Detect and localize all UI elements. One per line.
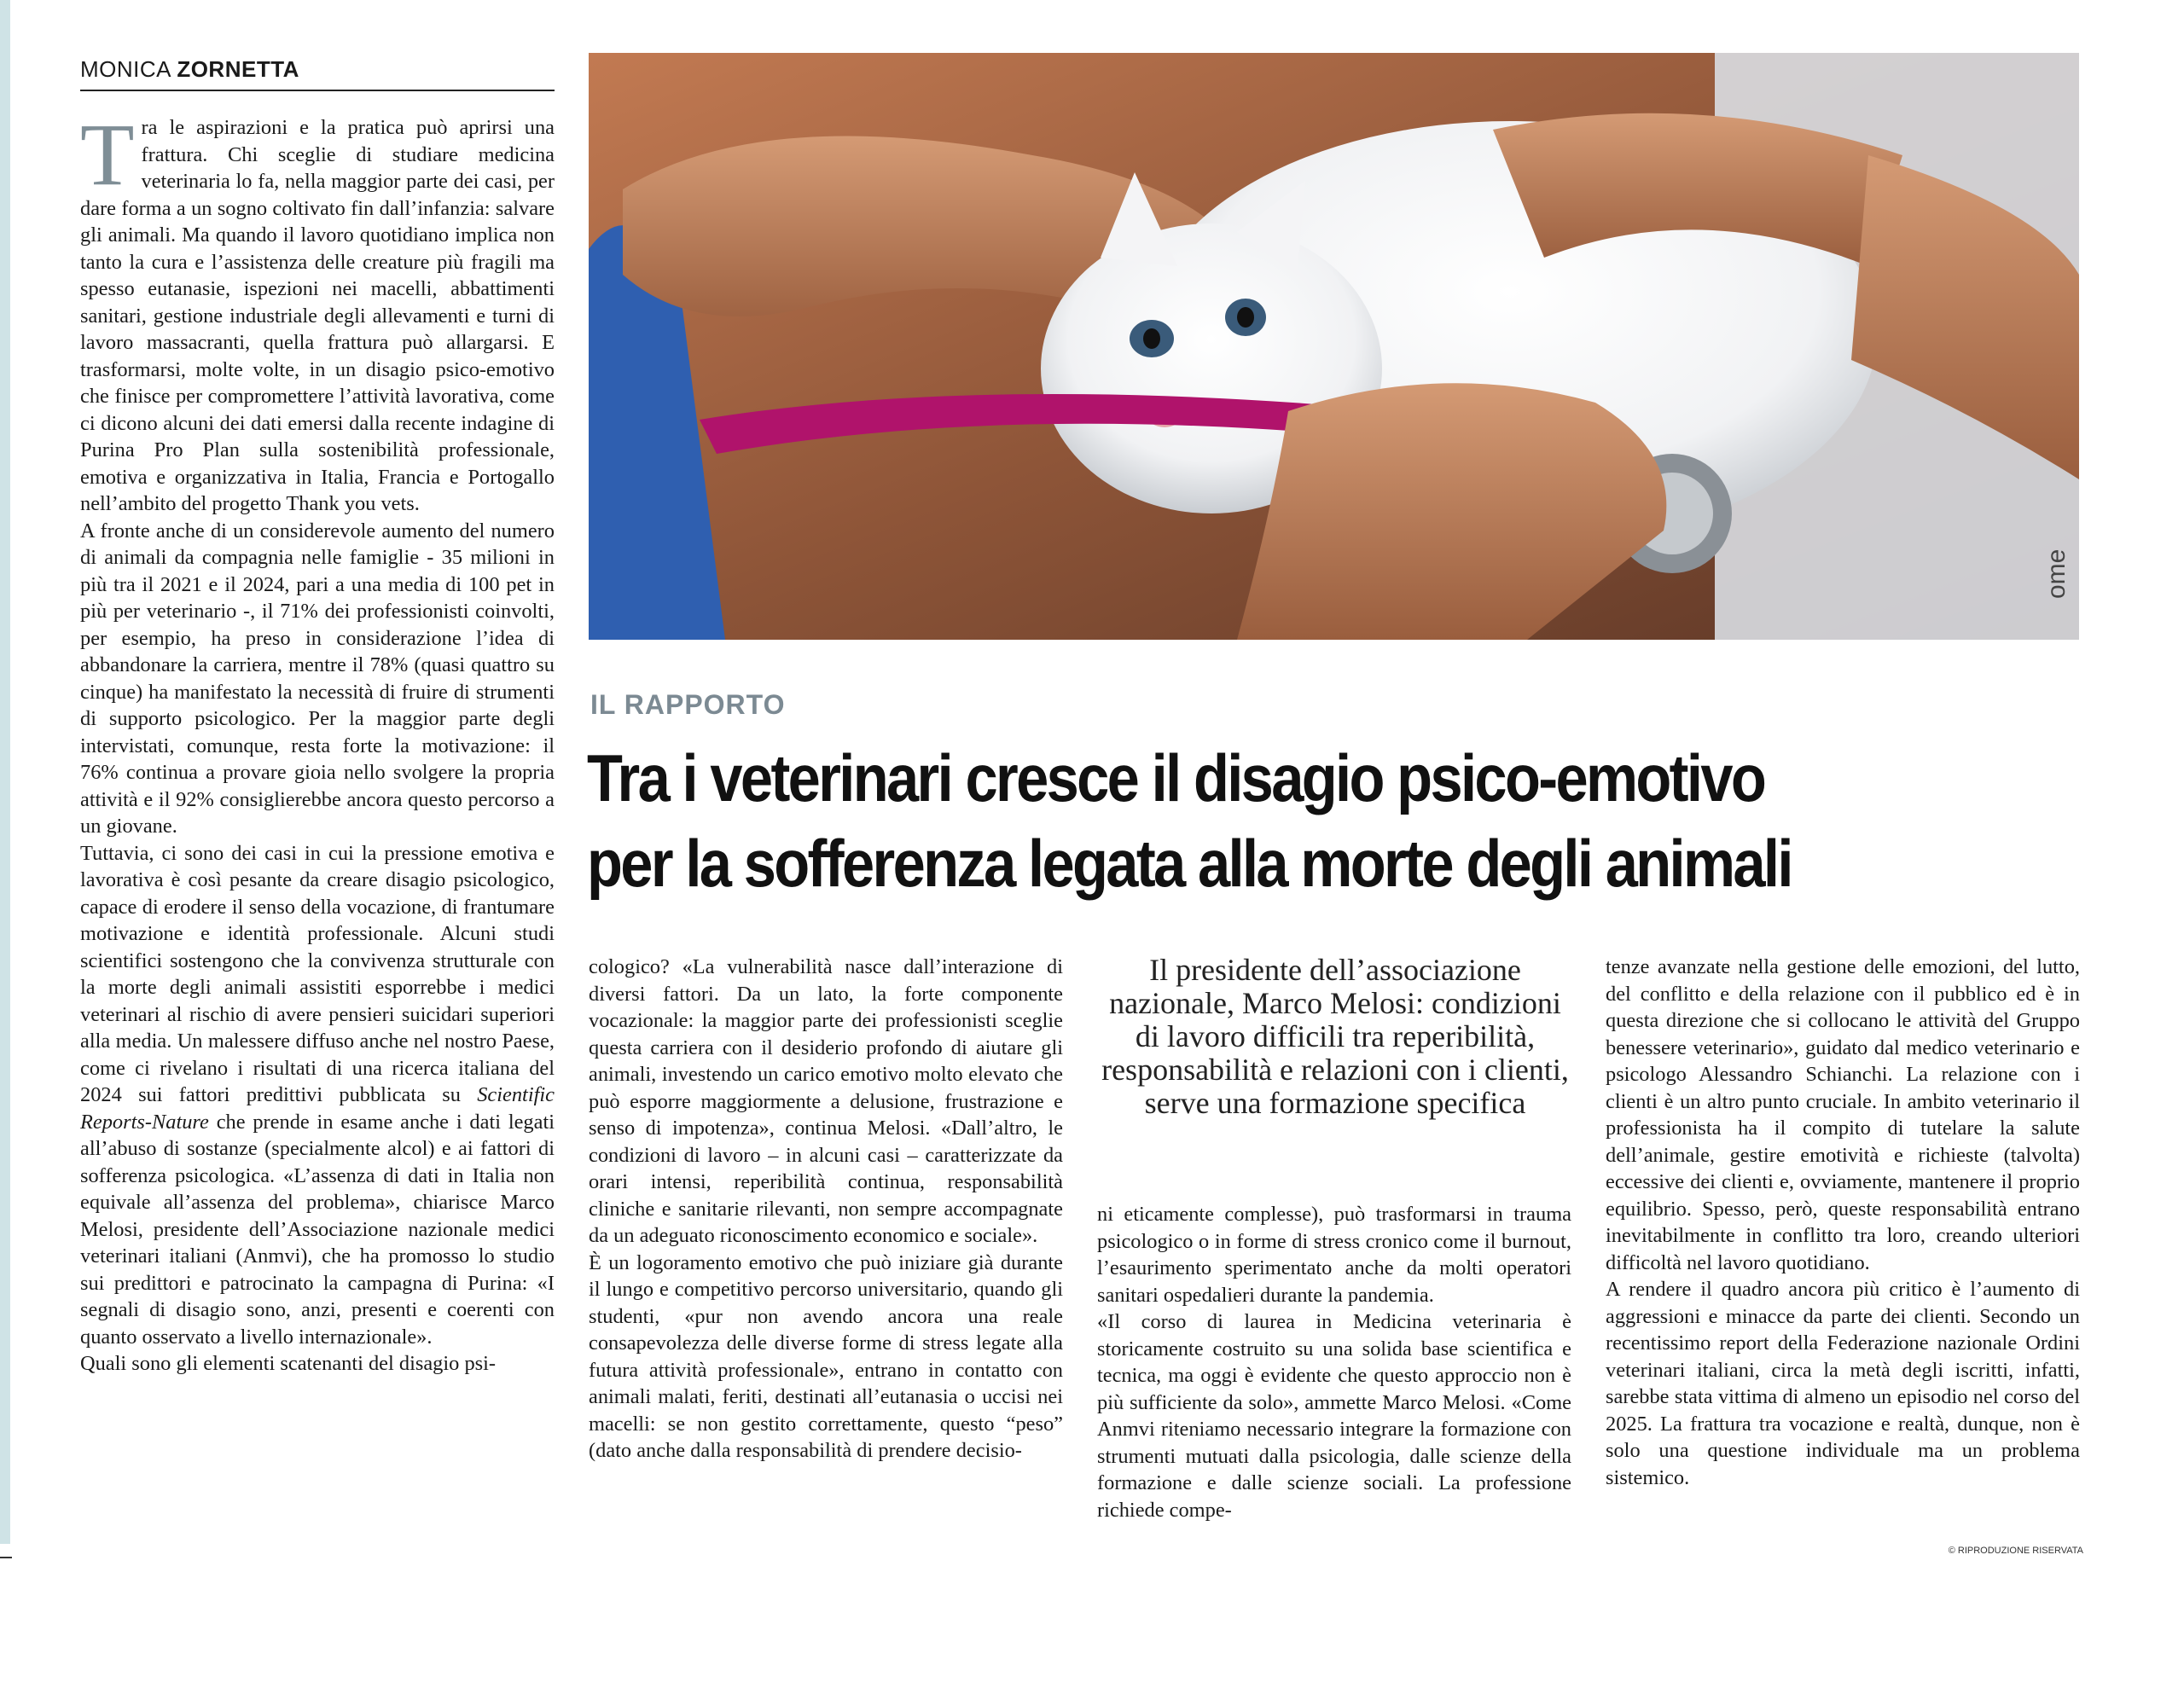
byline-first-name: MONICA [80,56,171,82]
section-kicker: IL RAPPORTO [590,689,786,720]
paragraph: È un logoramento emotivo che può iniziare già durante il lungo e competitivo percorso universitario, quando gli studenti, «pur non avendo ancora una reale consapevolezza delle diverse forme di stress legate alla futura attività professionale», entrano in contatto con animali malati, feriti, destinati all’eutanasia o uccisi nei macelli: se non gestito correttamente, questo “peso” (dato anche dalla responsabilità di prendere decisio- [589,1250,1063,1462]
journal-title: Scientific Reports-Nature [80,1083,555,1134]
kitten-photo [589,53,2079,640]
paragraph-text: Tuttavia, ci sono dei casi in cui la pressione emotiva e lavorativa è così pesante da creare disagio psicologico, capace di erodere il senso della vocazione, di frantumare motivazione e identità professionale. Alcuni studi scientifici sostengono che la convivenza strutturale con la morte degli animali assistiti esporrebbe i medici veterinari al rischio di avere pensieri suicidari superiori alla media. Un malessere diffuso anche nel nostro Paese, come ci rivelano i risultati di una ricerca italiana del 2024 sui fattori predittivi pubblicata su [80,841,555,1106]
article-column-3 [1097,1201,1571,1523]
paragraph: ra le aspirazioni e la pratica può aprirsi una frattura. Chi sceglie di studiare medicina veterinaria lo fa, nella maggior parte dei casi, per dare forma a un sogno coltivato fin dall’infanzia: salvare gli animali. Ma quando il lavoro quotidiano implica non tanto la cura e l’assistenza delle creature più fragili ma spesso eutanasie, ispezioni nei macelli, abbattimenti sanitari, gestione industriale degli allevamenti e turni di lavoro massacranti, quella frattura può allargarsi. E trasformarsi, molte volte, in un disagio psico-emotivo che finisce per compromettere l’attività lavorativa, come ci dicono alcuni dei dati emersi dalla recente indagine di Purina Pro Plan sulla sostenibilità professionale, emotiva e organizzativa in Italia, Francia e Portogallo nell’ambito del progetto Thank you vets. [80,116,555,515]
paragraph: A fronte anche di un considerevole aumento del numero di animali da compagnia nelle famiglie - 35 milioni in più tra il 2021 e il 2024, pari a una media di 100 pet in più per veterinario -, il 71% dei professionisti coinvolti, per esempio, ha preso in considerazione l’idea di abbandonare la carriera, mentre il 78% (quasi quattro su cinque) ha manifestato la necessità di fruire di strumenti di supporto psicologico. Per la maggior parte degli intervistati, comunque, resta forte la motivazione: il 76% continua a provare gioia nello svolgere la propria attività e il 92% consiglierebbe ancora questo percorso a un giovane. [80,519,555,838]
photo-background-text: ome [2042,548,2071,599]
paragraph-text: che prende in esame anche i dati legati all’abuso di sostanze (specialmente alcol) e ai fattori di sofferenza psicologica. «L’assenza di dati in Italia non equivale all’assenza del problema», chiarisce Marco Melosi, presidente dell’Associazione nazionale medici veterinari italiani (Anmvi), che ha promosso lo studio sui predittori e patrocinato la campagna di Purina: «I segnali di disagio sono, anzi, presenti e coerenti con quanto osservato a livello internazionale». [80,1110,555,1349]
margin-rule [0,1557,12,1558]
page-edge-strip [0,0,10,1544]
drop-cap: T [80,106,135,204]
paragraph: ni eticamente complesse), può trasformarsi in trauma psicologico o in forme di stress cronico come il burnout, l’esaurimento sperimentato anche da molti operatori sanitari ospedalieri durante la pandemia. [1097,1203,1571,1307]
paragraph: tenze avanzate nella gestione delle emozioni, del lutto, del conflitto e della relazione con il pubblico ed è in questa direzione che si collocano le attività del Gruppo benessere veterinario», guidato dal medico veterinario e psicologo Alessandro Schianchi. La relazione con i clienti è un altro punto cruciale. In ambito veterinario il professionista ha il compito di tutelare la salute dell’animale, gestire emotività e richieste (talvolta) eccessive dei clienti e, ovviamente, mantenere il proprio equilibrio. Spesso, però, queste responsabilità entrano inevitabilmente in conflitto tra loro, creando ulteriori difficoltà nel lavoro quotidiano. [1606,955,2080,1274]
paragraph: Quali sono gli elementi scatenanti del disagio psi- [80,1352,497,1375]
byline-last-name: ZORNETTA [177,56,299,82]
headline [587,735,1908,906]
paragraph: A rendere il quadro ancora più critico è l’aumento di aggressioni e minacce da parte dei clienti. Secondo un recentissimo report della Federazione nazionale Ordini veterinari italiani, circa la metà degli iscritti, infatti, sarebbe stata vittima di almeno un episodio nel corso del 2025. La frattura tra vocazione e realtà, dunque, non è solo una questione individuale ma un problema sistemico. [1606,1278,2080,1489]
article-column-4 [1606,954,2080,1491]
article-column-2 [589,954,1063,1465]
byline [80,56,555,91]
headline-line-1: Tra i veterinari cresce il disagio psico-emotivo [587,740,1765,815]
headline-line-2: per la sofferenza legata alla morte degli animali [587,826,1792,901]
paragraph: cologico? «La vulnerabilità nasce dall’interazione di diversi fattori. Da un lato, la forte componente vocazionale: la maggior parte dei professionisti sceglie questa carriera con il desiderio profondo di aiutare gli animali, investendo un carico emotivo molto elevato che può esporre maggiormente a delusione, frustrazione e senso di impotenza», continua Melosi. «Dall’altro, le condizioni di lavoro – in alcuni casi – caratterizzate da orari intensi, reperibilità continua, responsabilità cliniche e sanitarie rilevanti, non sempre accompagnate da un adeguato riconoscimento economico e sociale». [589,955,1063,1247]
paragraph: «Il corso di laurea in Medicina veterinaria è storicamente costruito su una solida base scientifica e tecnica, ma oggi è evidente che questo approccio non è più sufficiente da solo», ammette Marco Melosi. «Come Anmvi riteniamo necessario integrare la formazione con strumenti mutuati dalla psicologia, dalle scienze della formazione e dalle scienze sociali. La professione richiede compe- [1097,1310,1571,1522]
paragraph [80,840,555,1351]
pull-quote: Il presidente dell’associazione nazionale, Marco Melosi: condizioni di lavoro difficili tra reperibilità, responsabilità e relazioni con i clienti, serve una formazione specifica [1101,953,1569,1120]
article-column-1 [80,106,555,1378]
copyright-notice: © RIPRODUZIONE RISERVATA [1948,1546,2083,1556]
